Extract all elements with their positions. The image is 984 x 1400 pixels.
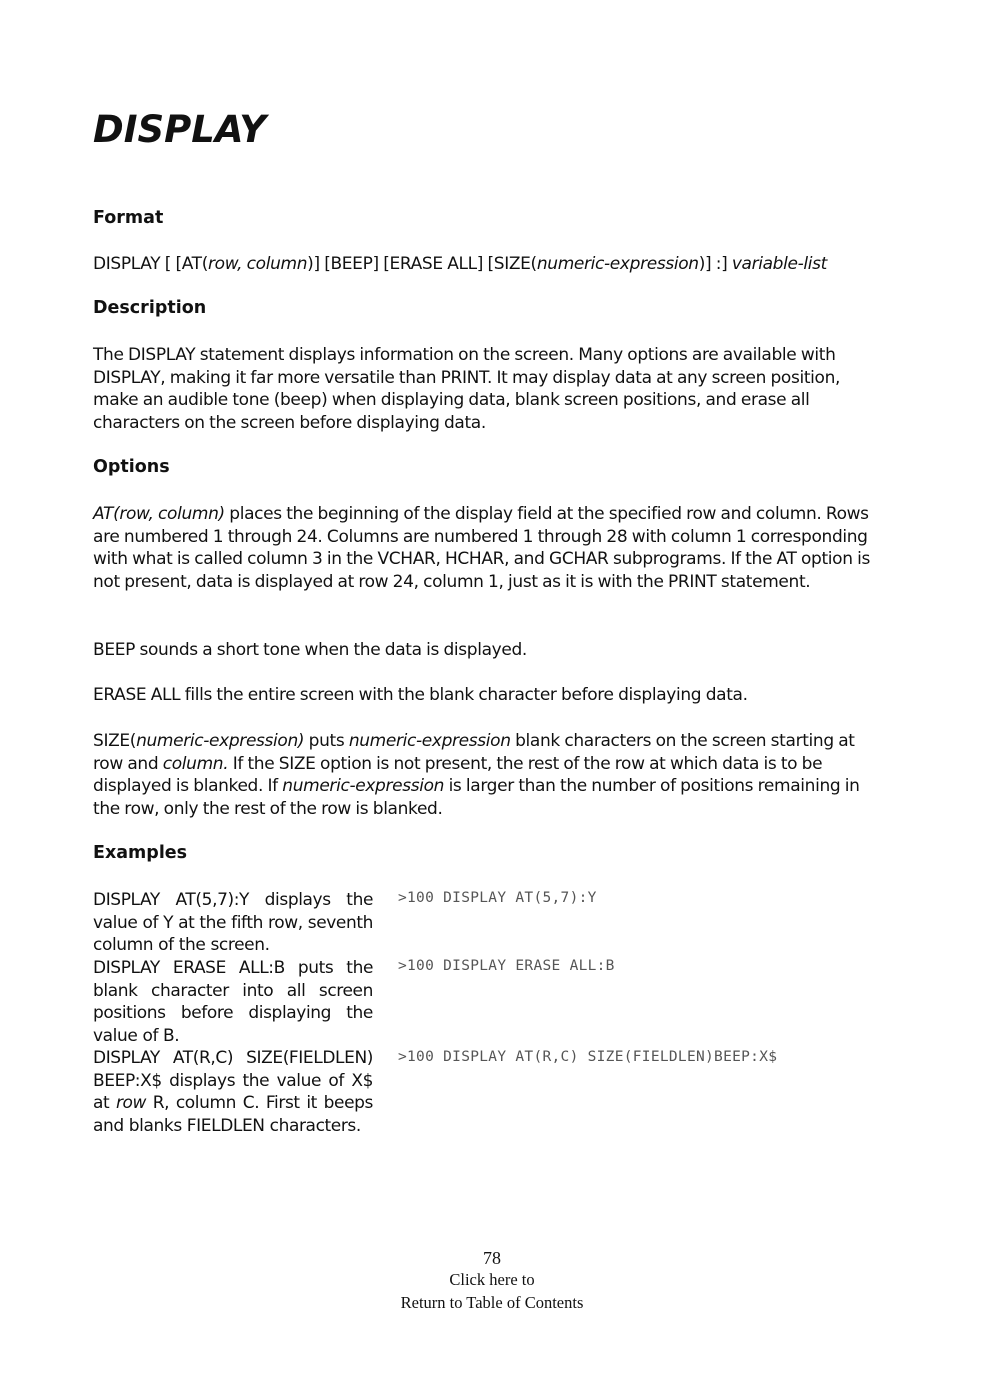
toc-link-line-1[interactable]: Click here to	[449, 1270, 535, 1289]
example-3-description: DISPLAY AT(R,C) SIZE(FIELDLEN) BEEP:X$ displays the value of X$ at row R, column C. First it beeps and blanks FIELDLEN characters.	[93, 1048, 373, 1136]
toc-link-line-2[interactable]: Return to Table of Contents	[400, 1293, 584, 1312]
option-at-paragraph: AT(row, column) places the beginning of the display field at the specified row and column. Rows are numbered 1 through 24. Columns are numbered 1 through 28 with column 1 corresponding with what is called column 3 in the VCHAR, HCHAR, and GCHAR subprograms. If the AT option is not present, data is displayed at row 24, column 1, just as it is with the PRINT statement.	[93, 504, 870, 592]
example-1-code: >100 DISPLAY AT(5,7):Y	[398, 890, 597, 906]
examples-heading: Examples	[93, 843, 188, 863]
format-heading: Format	[93, 208, 164, 228]
option-erase-all-paragraph: ERASE ALL fills the entire screen with the blank character before displaying data.	[93, 685, 748, 705]
description-heading: Description	[93, 298, 207, 318]
example-1-description: DISPLAY AT(5,7):Y displays the value of Y at the fifth row, seventh column of the screen.	[93, 890, 373, 956]
example-2-description: DISPLAY ERASE ALL:B puts the blank character into all screen positions before displaying the value of B.	[93, 958, 373, 1046]
option-beep-paragraph: BEEP sounds a short tone when the data is displayed.	[93, 640, 527, 660]
page-number: 78	[483, 1248, 501, 1268]
page-title: DISPLAY	[93, 108, 267, 151]
options-heading: Options	[93, 457, 170, 477]
option-size-paragraph: SIZE(numeric-expression) puts numeric-expression blank characters on the screen starting at row and column. If the SIZE option is not present, the rest of the row at which data is to be displayed is blanked. If numeric-expression is larger than the number of positions remaining in the row, only the rest of the row is blanked.	[93, 731, 860, 819]
example-2-code: >100 DISPLAY ERASE ALL:B	[398, 958, 615, 974]
description-text: The DISPLAY statement displays information on the screen. Many options are available with DISPLAY, making it far more versatile than PRINT. It may display data at any screen position, make an audible tone (beep) when displaying data, blank screen positions, and erase all characters on the screen before displaying data.	[93, 345, 841, 433]
format-syntax: DISPLAY [ [AT(row, column)] [BEEP] [ERASE ALL] [SIZE(numeric-expression)] :] variable-list	[93, 254, 827, 274]
example-3-code: >100 DISPLAY AT(R,C) SIZE(FIELDLEN)BEEP:X$	[398, 1049, 778, 1065]
